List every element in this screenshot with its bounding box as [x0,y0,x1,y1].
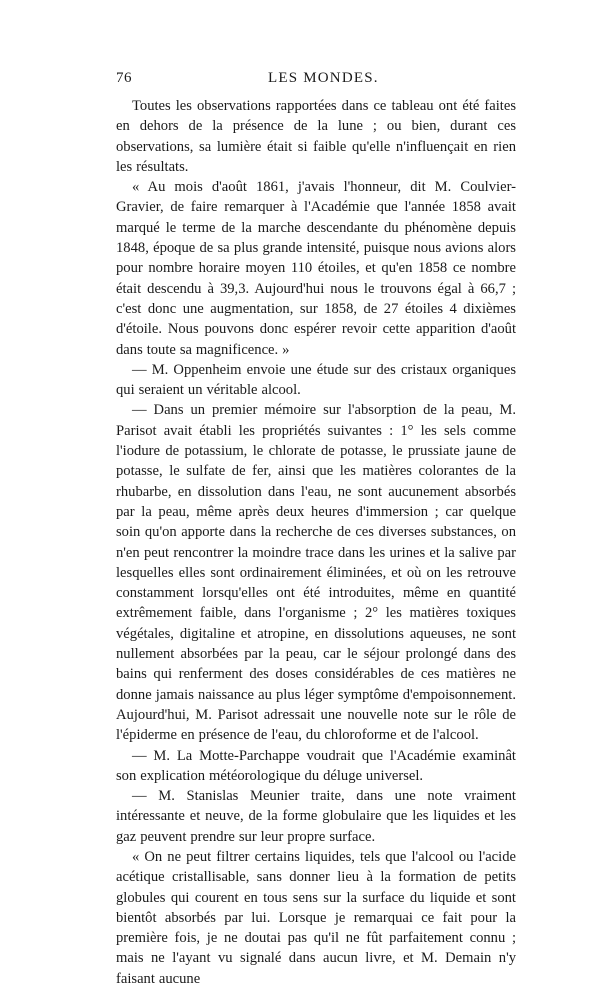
paragraph-observations: Toutes les observations rapportées dans ce tableau ont été faites en dehors de la présence de la lune ; ou bien, durant ces observations, sa lumière était si faible qu'elle n'influençait en rien les résultats. [116,98,516,175]
paragraph-la-motte-parchappe: — M. La Motte-Parchappe voudrait que l'Académie examinât son explication météorologique du déluge universel. [116,747,516,784]
page-number: 76 [116,70,132,86]
paragraph-globules: « On ne peut filtrer certains liquides, tels que l'alcool ou l'acide acétique cristallisable, sans donner lieu à la formation de petits globules qui courent en tous sens sur la surface du liquide et sont bientôt absorbés par lui. Lorsque je remarquai ce fait pour la première fois, je ne doutai pas qu'il ne fût parfaitement connu ; mais ne l'ayant vu signalé dans aucun livre, et M. Demain n'y faisant aucune [116,848,516,987]
paragraph-coulvier-gravier: « Au mois d'août 1861, j'avais l'honneur, dit M. Coulvier-Gravier, de faire remarquer à l'Académie que l'année 1858 avait marqué le terme de la marche descendante du phénomène depuis 1848, époque de sa plus grande intensité, puisque nous avions alors pour nombre horaire moyen 110 étoiles, et qu'en 1858 ce nombre était descendu à 39,3. Aujourd'hui nous le trouvons égal à 66,7 ; c'est donc une augmentation, sur 1858, de 27 étoiles 4 dixièmes d'étoile. Nous pouvons donc espérer revoir cette apparition d'août dans toute sa magnificence. » [116,179,516,358]
paragraph-meunier: — M. Stanislas Meunier traite, dans une note vraiment intéressante et neuve, de la forme globulaire que les liquides et les gaz peuvent prendre sur leur propre surface. [116,788,516,845]
body-text [116,96,516,989]
running-head: LES MONDES. [268,70,379,86]
paragraph-oppenheim: — M. Oppenheim envoie une étude sur des cristaux organiques qui seraient un véritable alcool. [116,361,516,399]
paragraph-parisot: — Dans un premier mémoire sur l'absorption de la peau, M. Parisot avait établi les propriétés suivantes : 1° les sels comme l'iodure de potassium, le chlorate de potasse, le prussiate jaune de potasse, le sulfate de fer, ainsi que les matières colorantes de la rhubarbe, en dissolution dans l'eau, ne sont aucunement absorbés par la peau, même après deux heures d'immersion ; car quelque soin qu'on apporte dans la recherche de ces diverses substances, on n'en peut rencontrer la moindre trace dans les urines et la salive par lesquelles elles sont ordinairement éliminées, et où on les retrouve constamment lorsqu'elles ont été introduites, même en quantité extrêmement faible, dans l'organisme ; 2° les matières toxiques végétales, digitaline et atropine, en dissolutions aqueuses, ne sont nullement absorbées par la peau, car le séjour prolongé dans des bains qui renferment des doses considérables de ces matières ne donne jamais naissance au plus léger symptôme d'empoisonnement. Aujourd'hui, M. Parisot adressait une nouvelle note sur le rôle de l'épiderme en présence de l'eau, du chloroforme et de l'alcool. [116,402,516,744]
page-header [116,70,516,90]
book-page [116,70,516,989]
